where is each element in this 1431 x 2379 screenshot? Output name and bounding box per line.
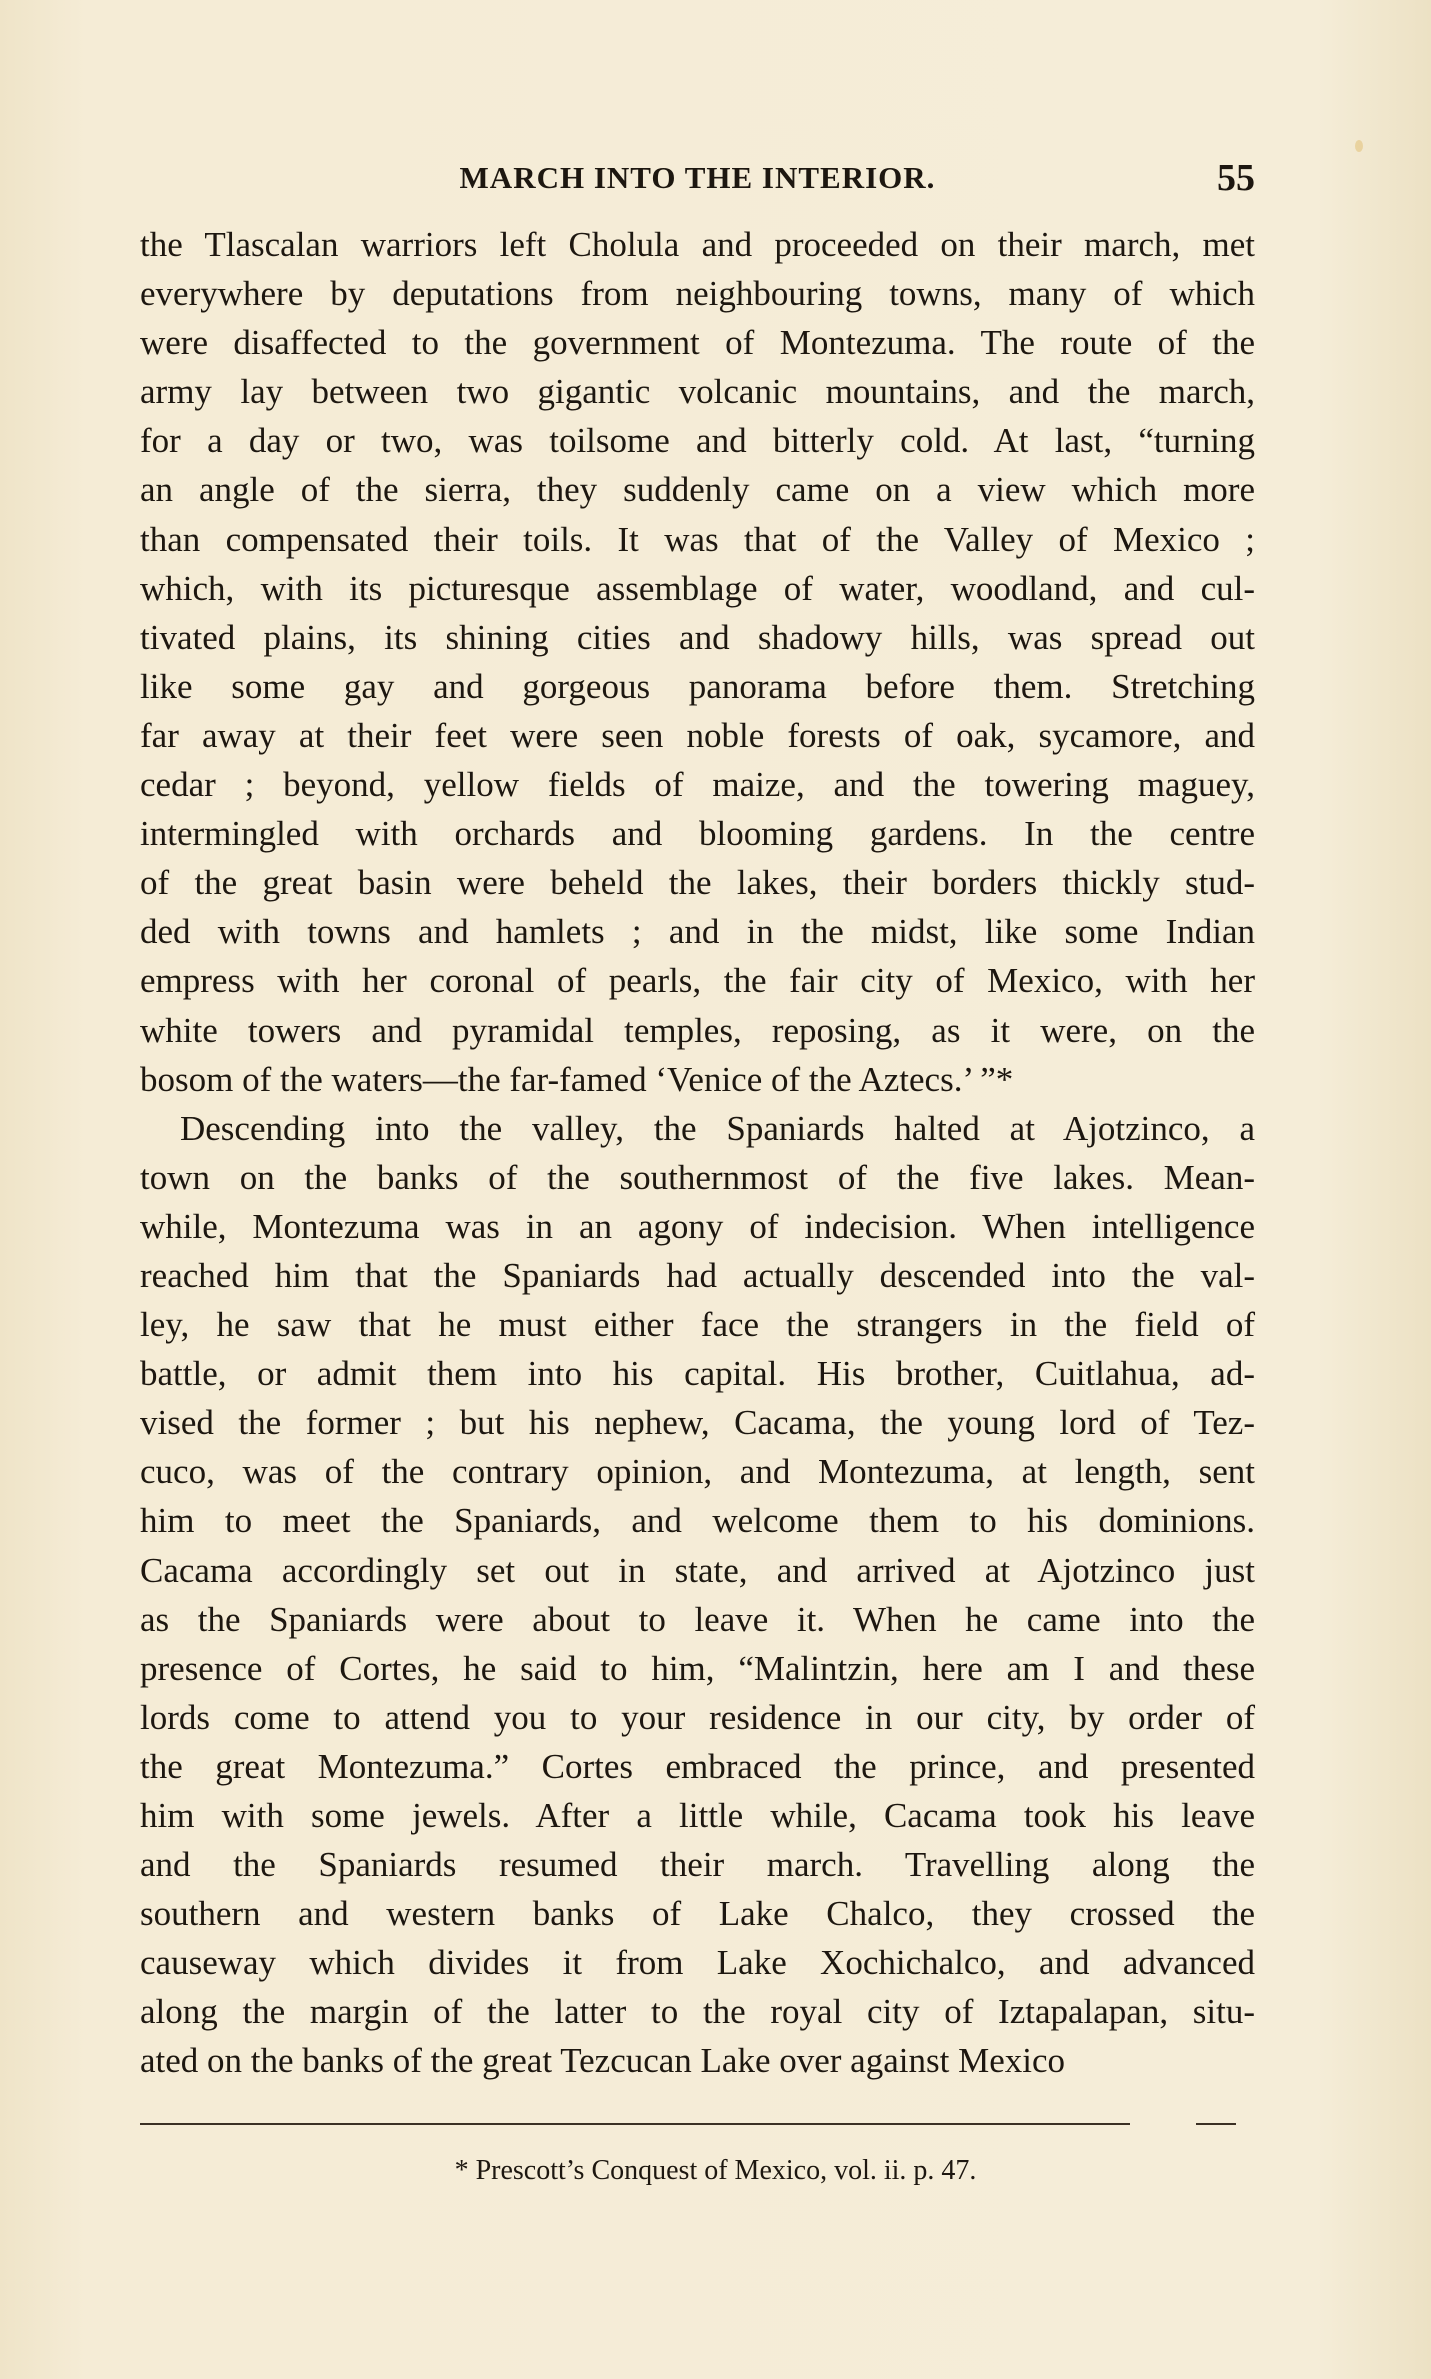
- text-line: southern and western banks of Lake Chalco, they crossed the: [140, 1894, 1255, 1934]
- text-line: like some gay and gorgeous panorama before them. Stretching: [140, 666, 1255, 706]
- text-line: and the Spaniards resumed their march. Travelling along the: [140, 1845, 1255, 1885]
- text-line: an angle of the sierra, they suddenly came on a view which more: [140, 470, 1255, 510]
- text-line: along the margin of the latter to the royal city of Iztapalapan, situ-: [140, 1992, 1255, 2032]
- paragraph: [140, 220, 1255, 1104]
- text-line: causeway which divides it from Lake Xochichalco, and advanced: [140, 1943, 1255, 1983]
- page-number: 55: [1217, 157, 1255, 199]
- paper-stain: [1355, 140, 1363, 152]
- text-line: ated on the banks of the great Tezcucan Lake over against Mexico: [140, 2041, 1065, 2081]
- text-line: cuco, was of the contrary opinion, and Montezuma, at length, sent: [140, 1452, 1255, 1492]
- text-line: him to meet the Spaniards, and welcome them to his dominions.: [140, 1501, 1255, 1541]
- text-line: as the Spaniards were about to leave it. When he came into the: [140, 1599, 1255, 1639]
- footnote: * Prescott’s Conquest of Mexico, vol. ii. p. 47.: [454, 2155, 977, 2186]
- text-line: army lay between two gigantic volcanic mountains, and the march,: [140, 372, 1255, 412]
- text-line: for a day or two, was toilsome and bitterly cold. At last, “turning: [140, 421, 1255, 461]
- text-line: while, Montezuma was in an agony of indecision. When intelligence: [140, 1206, 1255, 1246]
- text-line: battle, or admit them into his capital. His brother, Cuitlahua, ad-: [140, 1354, 1255, 1394]
- text-line: the great Montezuma.” Cortes embraced the prince, and presented: [140, 1746, 1255, 1786]
- text-line: than compensated their toils. It was that of the Valley of Mexico ;: [140, 519, 1255, 559]
- page-header: [140, 157, 1255, 210]
- text-line: him with some jewels. After a little while, Cacama took his leave: [140, 1796, 1255, 1835]
- text-line: Cacama accordingly set out in state, and arrived at Ajotzinco just: [140, 1550, 1255, 1590]
- text-line: lords come to attend you to your residence in our city, by order of: [140, 1697, 1255, 1737]
- text-line: empress with her coronal of pearls, the fair city of Mexico, with her: [140, 961, 1255, 1001]
- text-line: ley, he saw that he must either face the strangers in the field of: [140, 1305, 1255, 1345]
- text-line: tivated plains, its shining cities and shadowy hills, was spread out: [140, 617, 1255, 657]
- text-line: which, with its picturesque assemblage of water, woodland, and cul-: [140, 568, 1255, 608]
- text-line: of the great basin were beheld the lakes, their borders thickly stud-: [140, 863, 1255, 903]
- text-line: town on the banks of the southernmost of the five lakes. Mean-: [140, 1157, 1255, 1197]
- body-text: [140, 220, 1255, 2086]
- text-line: presence of Cortes, he said to him, “Malintzin, here am I and these: [140, 1648, 1255, 1688]
- footnote-rule: [140, 2123, 1130, 2125]
- text-line: ded with towns and hamlets ; and in the midst, like some Indian: [140, 912, 1255, 952]
- text-line: vised the former ; but his nephew, Cacama, the young lord of Tez-: [140, 1403, 1255, 1443]
- paragraph: [140, 1104, 1255, 2086]
- text-line: reached him that the Spaniards had actually descended into the val-: [140, 1255, 1255, 1295]
- text-line: white towers and pyramidal temples, reposing, as it were, on the: [140, 1010, 1255, 1050]
- text-line: were disaffected to the government of Montezuma. The route of the: [140, 323, 1255, 363]
- text-line: cedar ; beyond, yellow fields of maize, and the towering maguey,: [140, 765, 1255, 805]
- text-line: bosom of the waters—the far-famed ‘Venice of the Aztecs.’ ”*: [140, 1059, 1014, 1099]
- text-line: intermingled with orchards and blooming gardens. In the centre: [140, 814, 1255, 854]
- footnote-rule-short: [1196, 2123, 1236, 2125]
- text-line: far away at their feet were seen noble forests of oak, sycamore, and: [140, 715, 1255, 755]
- text-line: everywhere by deputations from neighbouring towns, many of which: [140, 274, 1255, 314]
- text-line: the Tlascalan warriors left Cholula and proceeded on their march, met: [140, 225, 1255, 264]
- running-head: MARCH INTO THE INTERIOR.: [459, 160, 936, 195]
- text-line: Descending into the valley, the Spaniards halted at Ajotzinco, a: [180, 1108, 1255, 1148]
